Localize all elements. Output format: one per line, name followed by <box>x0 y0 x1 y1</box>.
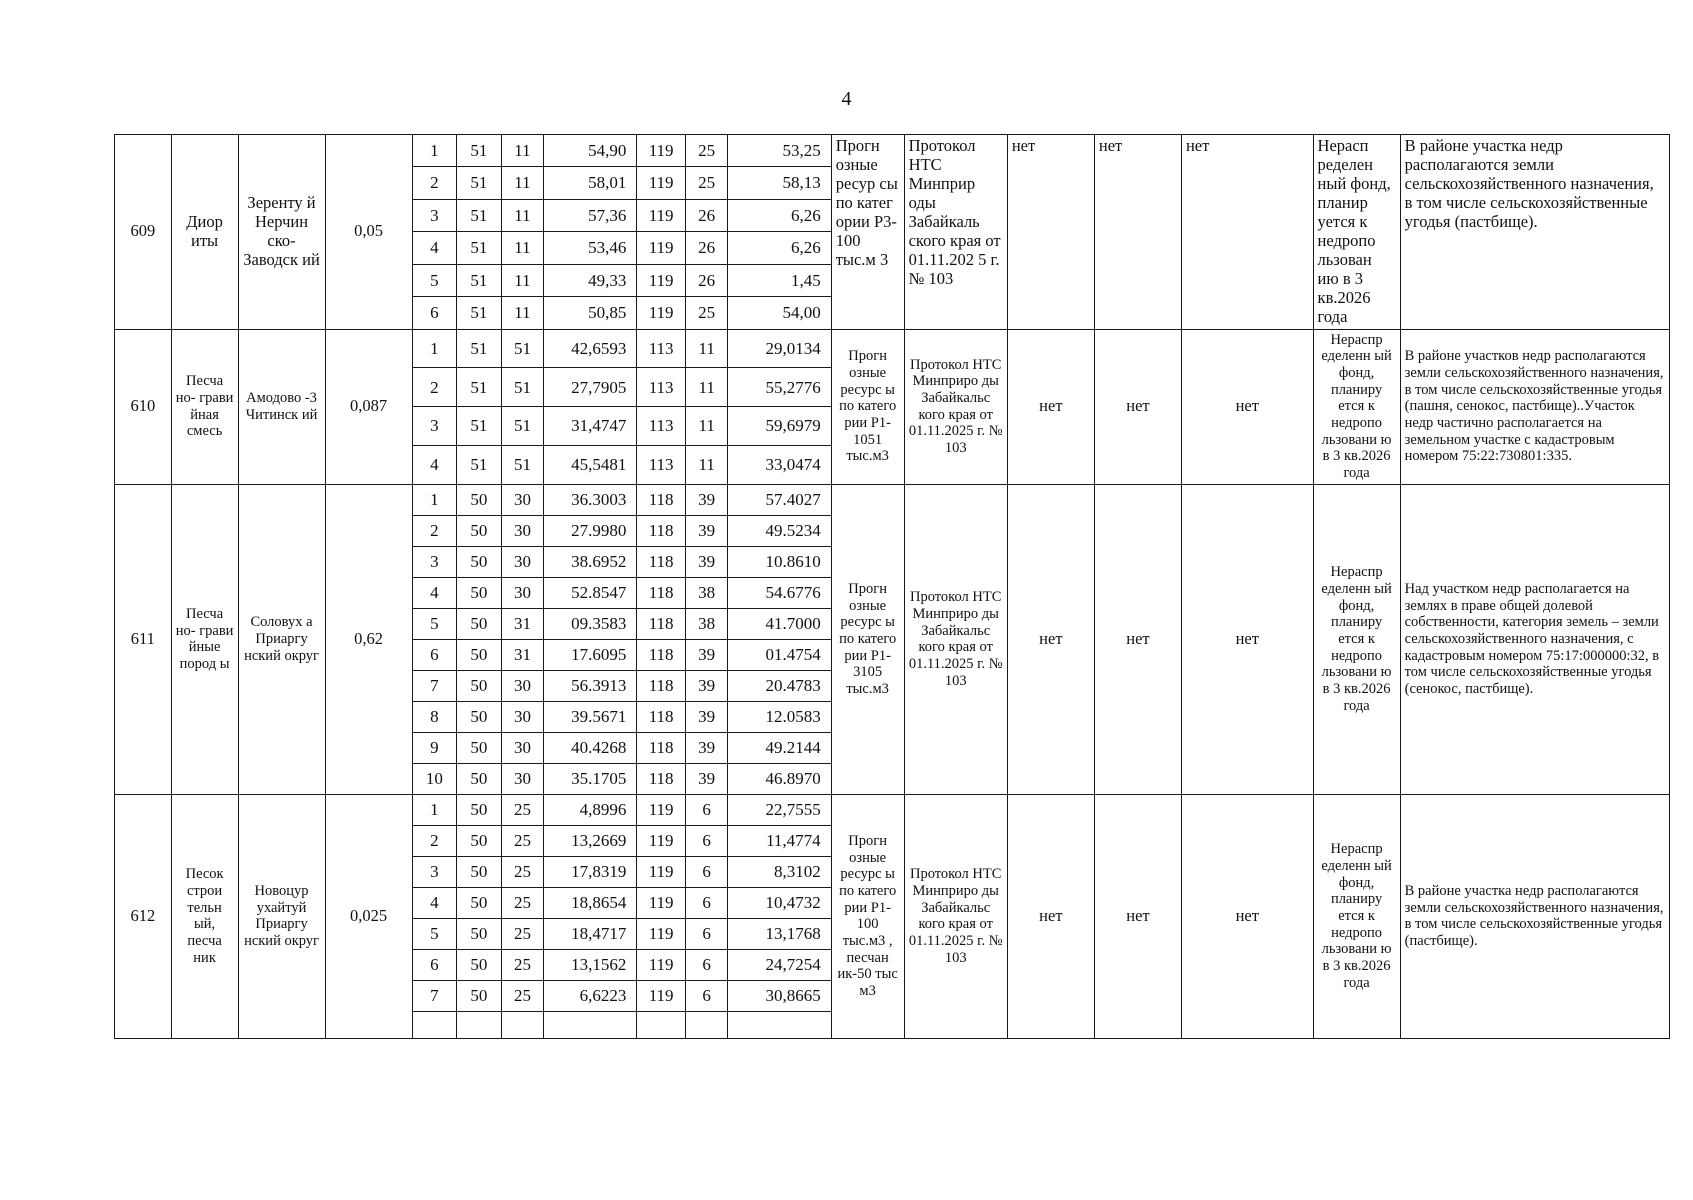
coordinate-cell: 30,8665 <box>728 980 831 1011</box>
status-a: нет <box>1007 484 1094 794</box>
point-number: 2 <box>412 368 457 407</box>
coordinate-cell: 118 <box>637 577 686 608</box>
land-note: В районе участка недр располагаются земли сельскохозяйственного назначения, в том числе сельскохозяйственные угодья (пастбище). <box>1400 135 1669 330</box>
coordinate-cell: 119 <box>637 167 686 199</box>
coordinate-cell: 118 <box>637 608 686 639</box>
status-c: нет <box>1181 135 1313 330</box>
coordinate-cell: 6 <box>685 825 728 856</box>
coordinate-cell: 58,13 <box>728 167 831 199</box>
coordinate-cell: 18,8654 <box>544 887 637 918</box>
coordinate-cell: 26 <box>685 264 728 296</box>
coordinate-cell: 41.7000 <box>728 608 831 639</box>
coordinate-cell: 57,36 <box>544 199 637 231</box>
coordinate-cell: 09.3583 <box>544 608 637 639</box>
coordinate-cell: 11 <box>501 264 544 296</box>
status-c: нет <box>1181 329 1313 484</box>
coordinate-cell: 118 <box>637 670 686 701</box>
coordinate-cell: 59,6979 <box>728 407 831 446</box>
coordinate-cell: 46.8970 <box>728 763 831 794</box>
coordinate-cell: 12.0583 <box>728 701 831 732</box>
coordinate-cell: 53,46 <box>544 232 637 264</box>
coordinate-cell: 13,1562 <box>544 949 637 980</box>
coordinate-cell: 27.9980 <box>544 515 637 546</box>
coordinate-cell: 38.6952 <box>544 546 637 577</box>
coordinate-cell: 55,2776 <box>728 368 831 407</box>
coordinate-cell: 6 <box>685 887 728 918</box>
coordinate-cell: 25 <box>501 856 544 887</box>
site-number: 610 <box>115 329 172 484</box>
coordinate-cell: 50 <box>457 484 502 515</box>
empty-coordinate-cell <box>544 1011 637 1038</box>
page-number: 4 <box>841 88 852 110</box>
coordinate-cell: 39.5671 <box>544 701 637 732</box>
mineral-name: Диор иты <box>171 135 238 330</box>
coordinate-cell: 118 <box>637 546 686 577</box>
coordinate-cell: 45,5481 <box>544 445 637 484</box>
coordinate-cell: 11,4774 <box>728 825 831 856</box>
mineral-name: Песок строи тельн ый, песча ник <box>171 794 238 1038</box>
coordinate-cell: 39 <box>685 546 728 577</box>
coordinate-cell: 11 <box>501 232 544 264</box>
site-area: 0,62 <box>325 484 412 794</box>
registry-body <box>115 135 1670 1039</box>
coordinate-cell: 119 <box>637 297 686 330</box>
coordinate-cell: 52.8547 <box>544 577 637 608</box>
point-number: 7 <box>412 670 457 701</box>
coordinate-cell: 54.6776 <box>728 577 831 608</box>
coordinate-cell: 50,85 <box>544 297 637 330</box>
coordinate-cell: 50 <box>457 608 502 639</box>
coordinate-cell: 119 <box>637 856 686 887</box>
coordinate-cell: 39 <box>685 763 728 794</box>
coordinate-cell: 25 <box>685 297 728 330</box>
coordinate-cell: 118 <box>637 763 686 794</box>
status-a: нет <box>1007 135 1094 330</box>
coordinate-cell: 49,33 <box>544 264 637 296</box>
coordinate-cell: 51 <box>457 297 502 330</box>
coordinate-cell: 25 <box>501 825 544 856</box>
coordinate-cell: 119 <box>637 199 686 231</box>
fund-status: Нерасп ределен ный фонд, планир уется к недропо льзован ию в 3 кв.2026 года <box>1313 135 1400 330</box>
coordinate-cell: 29,0134 <box>728 329 831 368</box>
coordinate-cell: 11 <box>685 329 728 368</box>
coordinate-cell: 118 <box>637 639 686 670</box>
land-note: В районе участка недр располагаются земли сельскохозяйственного назначения, в том числе сельскохозяйственные угодья (пастбище). <box>1400 794 1669 1038</box>
point-number: 4 <box>412 232 457 264</box>
coordinate-cell: 38 <box>685 608 728 639</box>
empty-coordinate-cell <box>501 1011 544 1038</box>
coordinate-cell: 35.1705 <box>544 763 637 794</box>
coordinate-cell: 51 <box>457 232 502 264</box>
point-number: 8 <box>412 701 457 732</box>
coordinate-cell: 31 <box>501 639 544 670</box>
coordinate-cell: 6 <box>685 980 728 1011</box>
point-number: 6 <box>412 949 457 980</box>
coordinate-cell: 50 <box>457 856 502 887</box>
coordinate-cell: 1,45 <box>728 264 831 296</box>
coordinate-cell: 50 <box>457 639 502 670</box>
coordinate-cell: 27,7905 <box>544 368 637 407</box>
site-number: 611 <box>115 484 172 794</box>
coordinate-cell: 26 <box>685 232 728 264</box>
status-b: нет <box>1094 484 1181 794</box>
coordinate-cell: 118 <box>637 515 686 546</box>
coordinate-cell: 39 <box>685 515 728 546</box>
site-location: Соловух а Приаргу нский округ <box>238 484 325 794</box>
coordinate-cell: 51 <box>457 445 502 484</box>
coordinate-cell: 119 <box>637 794 686 825</box>
coordinate-cell: 11 <box>685 445 728 484</box>
forecast-resources: Прогн озные ресурс ы по катего рии Р1- 3105 тыс.м3 <box>831 484 904 794</box>
coordinate-cell: 30 <box>501 763 544 794</box>
coordinate-cell: 31 <box>501 608 544 639</box>
coordinate-cell: 119 <box>637 825 686 856</box>
coordinate-cell: 33,0474 <box>728 445 831 484</box>
coordinate-cell: 11 <box>501 167 544 199</box>
coordinate-cell: 6,6223 <box>544 980 637 1011</box>
coordinate-cell: 39 <box>685 732 728 763</box>
land-note: Над участком недр располагается на землях в праве общей долевой собственности, категория земель – земли сельскохозяйственного назначения, с кадастровым номером 75:17:000000:32, в том числе сельскохозяйственные угодья (сенокос, пастбище). <box>1400 484 1669 794</box>
coordinate-cell: 30 <box>501 515 544 546</box>
coordinate-cell: 50 <box>457 918 502 949</box>
point-number: 2 <box>412 515 457 546</box>
coordinate-cell: 30 <box>501 577 544 608</box>
coordinate-cell: 25 <box>501 918 544 949</box>
coordinate-cell: 30 <box>501 670 544 701</box>
site-location: Зеренту й Нерчин ско- Заводск ий <box>238 135 325 330</box>
point-number: 2 <box>412 167 457 199</box>
forecast-resources: Прогн озные ресур сы по катег ории Р3- 100 тыс.м 3 <box>831 135 904 330</box>
site-location: Амодово -3 Читинск ий <box>238 329 325 484</box>
site-row <box>115 794 1670 825</box>
coordinate-cell: 18,4717 <box>544 918 637 949</box>
status-b: нет <box>1094 329 1181 484</box>
coordinate-cell: 51 <box>457 264 502 296</box>
point-number: 3 <box>412 856 457 887</box>
point-number: 4 <box>412 887 457 918</box>
status-b: нет <box>1094 794 1181 1038</box>
coordinate-cell: 113 <box>637 368 686 407</box>
site-area: 0,025 <box>325 794 412 1038</box>
status-a: нет <box>1007 329 1094 484</box>
site-area: 0,05 <box>325 135 412 330</box>
coordinate-cell: 113 <box>637 407 686 446</box>
coordinate-cell: 118 <box>637 701 686 732</box>
subsoil-registry-table <box>114 134 1670 1039</box>
coordinate-cell: 51 <box>457 407 502 446</box>
coordinate-cell: 118 <box>637 732 686 763</box>
coordinate-cell: 6 <box>685 918 728 949</box>
point-number: 7 <box>412 980 457 1011</box>
approval-protocol: Протокол НТС Минприро ды Забайкальс кого края от 01.11.2025 г. № 103 <box>904 794 1007 1038</box>
coordinate-cell: 20.4783 <box>728 670 831 701</box>
coordinate-cell: 6,26 <box>728 199 831 231</box>
coordinate-cell: 24,7254 <box>728 949 831 980</box>
coordinate-cell: 11 <box>501 199 544 231</box>
point-number: 4 <box>412 577 457 608</box>
coordinate-cell: 50 <box>457 732 502 763</box>
coordinate-cell: 56.3913 <box>544 670 637 701</box>
point-number: 3 <box>412 407 457 446</box>
coordinate-cell: 50 <box>457 794 502 825</box>
coordinate-cell: 25 <box>685 135 728 167</box>
coordinate-cell: 50 <box>457 701 502 732</box>
coordinate-cell: 17.6095 <box>544 639 637 670</box>
coordinate-cell: 6 <box>685 856 728 887</box>
coordinate-cell: 54,00 <box>728 297 831 330</box>
coordinate-cell: 11 <box>501 135 544 167</box>
point-number: 3 <box>412 199 457 231</box>
coordinate-cell: 10,4732 <box>728 887 831 918</box>
coordinate-cell: 50 <box>457 763 502 794</box>
coordinate-cell: 26 <box>685 199 728 231</box>
coordinate-cell: 118 <box>637 484 686 515</box>
coordinate-cell: 119 <box>637 264 686 296</box>
approval-protocol: Протокол НТС Минприро ды Забайкальс кого края от 01.11.2025 г. № 103 <box>904 329 1007 484</box>
fund-status: Нераспр еделенн ый фонд, планиру ется к недропо льзовани ю в 3 кв.2026 года <box>1313 794 1400 1038</box>
empty-coordinate-cell <box>457 1011 502 1038</box>
coordinate-cell: 25 <box>501 794 544 825</box>
coordinate-cell: 113 <box>637 445 686 484</box>
point-number: 5 <box>412 608 457 639</box>
coordinate-cell: 42,6593 <box>544 329 637 368</box>
forecast-resources: Прогн озные ресурс ы по катего рии Р1-100 тыс.м3 , песчан ик-50 тыс м3 <box>831 794 904 1038</box>
mineral-name: Песча но- грави йная смесь <box>171 329 238 484</box>
coordinate-cell: 51 <box>457 368 502 407</box>
coordinate-cell: 51 <box>457 199 502 231</box>
coordinate-cell: 119 <box>637 980 686 1011</box>
coordinate-cell: 50 <box>457 980 502 1011</box>
point-number: 10 <box>412 763 457 794</box>
coordinate-cell: 22,7555 <box>728 794 831 825</box>
approval-protocol: Протокол НТС Минприр оды Забайкаль ского края от 01.11.202 5 г. № 103 <box>904 135 1007 330</box>
coordinate-cell: 39 <box>685 639 728 670</box>
coordinate-cell: 51 <box>501 445 544 484</box>
coordinate-cell: 119 <box>637 949 686 980</box>
coordinate-cell: 50 <box>457 546 502 577</box>
site-location: Новоцур ухайтуй Приаргу нский округ <box>238 794 325 1038</box>
site-row <box>115 135 1670 167</box>
coordinate-cell: 51 <box>457 167 502 199</box>
coordinate-cell: 119 <box>637 918 686 949</box>
point-number: 1 <box>412 484 457 515</box>
coordinate-cell: 119 <box>637 135 686 167</box>
coordinate-cell: 30 <box>501 732 544 763</box>
coordinate-cell: 17,8319 <box>544 856 637 887</box>
coordinate-cell: 39 <box>685 670 728 701</box>
status-c: нет <box>1181 794 1313 1038</box>
empty-coordinate-cell <box>685 1011 728 1038</box>
coordinate-cell: 51 <box>501 407 544 446</box>
point-number: 2 <box>412 825 457 856</box>
point-number: 1 <box>412 329 457 368</box>
site-number: 609 <box>115 135 172 330</box>
site-row <box>115 329 1670 368</box>
coordinate-cell: 25 <box>501 887 544 918</box>
status-c: нет <box>1181 484 1313 794</box>
point-number: 1 <box>412 135 457 167</box>
coordinate-cell: 31,4747 <box>544 407 637 446</box>
point-number: 1 <box>412 794 457 825</box>
coordinate-cell: 6 <box>685 949 728 980</box>
point-number: 5 <box>412 264 457 296</box>
coordinate-cell: 119 <box>637 232 686 264</box>
coordinate-cell: 50 <box>457 515 502 546</box>
point-number: 6 <box>412 297 457 330</box>
coordinate-cell: 50 <box>457 887 502 918</box>
coordinate-cell: 50 <box>457 670 502 701</box>
coordinate-cell: 49.2144 <box>728 732 831 763</box>
coordinate-cell: 51 <box>501 329 544 368</box>
coordinate-cell: 6 <box>685 794 728 825</box>
coordinate-cell: 51 <box>457 329 502 368</box>
coordinate-cell: 11 <box>685 368 728 407</box>
coordinate-cell: 38 <box>685 577 728 608</box>
coordinate-cell: 113 <box>637 329 686 368</box>
coordinate-cell: 11 <box>685 407 728 446</box>
coordinate-cell: 50 <box>457 577 502 608</box>
fund-status: Нераспр еделенн ый фонд, планиру ется к недропо льзовани ю в 3 кв.2026 года <box>1313 329 1400 484</box>
site-row <box>115 484 1670 515</box>
coordinate-cell: 01.4754 <box>728 639 831 670</box>
coordinate-cell: 25 <box>685 167 728 199</box>
point-number: 4 <box>412 445 457 484</box>
coordinate-cell: 36.3003 <box>544 484 637 515</box>
point-number: 6 <box>412 639 457 670</box>
point-number: 5 <box>412 918 457 949</box>
point-number: 9 <box>412 732 457 763</box>
coordinate-cell: 49.5234 <box>728 515 831 546</box>
status-b: нет <box>1094 135 1181 330</box>
forecast-resources: Прогн озные ресурс ы по катего рии Р1- 1051 тыс.м3 <box>831 329 904 484</box>
coordinate-cell: 51 <box>501 368 544 407</box>
point-number: 3 <box>412 546 457 577</box>
coordinate-cell: 6,26 <box>728 232 831 264</box>
coordinate-cell: 40.4268 <box>544 732 637 763</box>
fund-status: Нераспр еделенн ый фонд, планиру ется к недропо льзовани ю в 3 кв.2026 года <box>1313 484 1400 794</box>
empty-coordinate-cell <box>728 1011 831 1038</box>
coordinate-cell: 4,8996 <box>544 794 637 825</box>
coordinate-cell: 30 <box>501 546 544 577</box>
approval-protocol: Протокол НТС Минприро ды Забайкальс кого края от 01.11.2025 г. № 103 <box>904 484 1007 794</box>
site-area: 0,087 <box>325 329 412 484</box>
coordinate-cell: 50 <box>457 825 502 856</box>
coordinate-cell: 13,2669 <box>544 825 637 856</box>
coordinate-cell: 39 <box>685 701 728 732</box>
empty-coordinate-cell <box>637 1011 686 1038</box>
coordinate-cell: 119 <box>637 887 686 918</box>
coordinate-cell: 13,1768 <box>728 918 831 949</box>
coordinate-cell: 25 <box>501 980 544 1011</box>
coordinate-cell: 50 <box>457 949 502 980</box>
coordinate-cell: 57.4027 <box>728 484 831 515</box>
coordinate-cell: 8,3102 <box>728 856 831 887</box>
coordinate-cell: 53,25 <box>728 135 831 167</box>
empty-coordinate-cell <box>412 1011 457 1038</box>
status-a: нет <box>1007 794 1094 1038</box>
coordinate-cell: 25 <box>501 949 544 980</box>
coordinate-cell: 54,90 <box>544 135 637 167</box>
coordinate-cell: 30 <box>501 701 544 732</box>
mineral-name: Песча но- грави йные пород ы <box>171 484 238 794</box>
coordinate-cell: 58,01 <box>544 167 637 199</box>
site-number: 612 <box>115 794 172 1038</box>
coordinate-cell: 51 <box>457 135 502 167</box>
coordinate-cell: 30 <box>501 484 544 515</box>
land-note: В районе участков недр располагаются земли сельскохозяйственного назначения, в том числе сельскохозяйственные угодья (пашня, сенокос, пастбище)..Участок недр частично располагается на земельном участке с кадастровым номером 75:22:730801:335. <box>1400 329 1669 484</box>
coordinate-cell: 11 <box>501 297 544 330</box>
coordinate-cell: 39 <box>685 484 728 515</box>
coordinate-cell: 10.8610 <box>728 546 831 577</box>
